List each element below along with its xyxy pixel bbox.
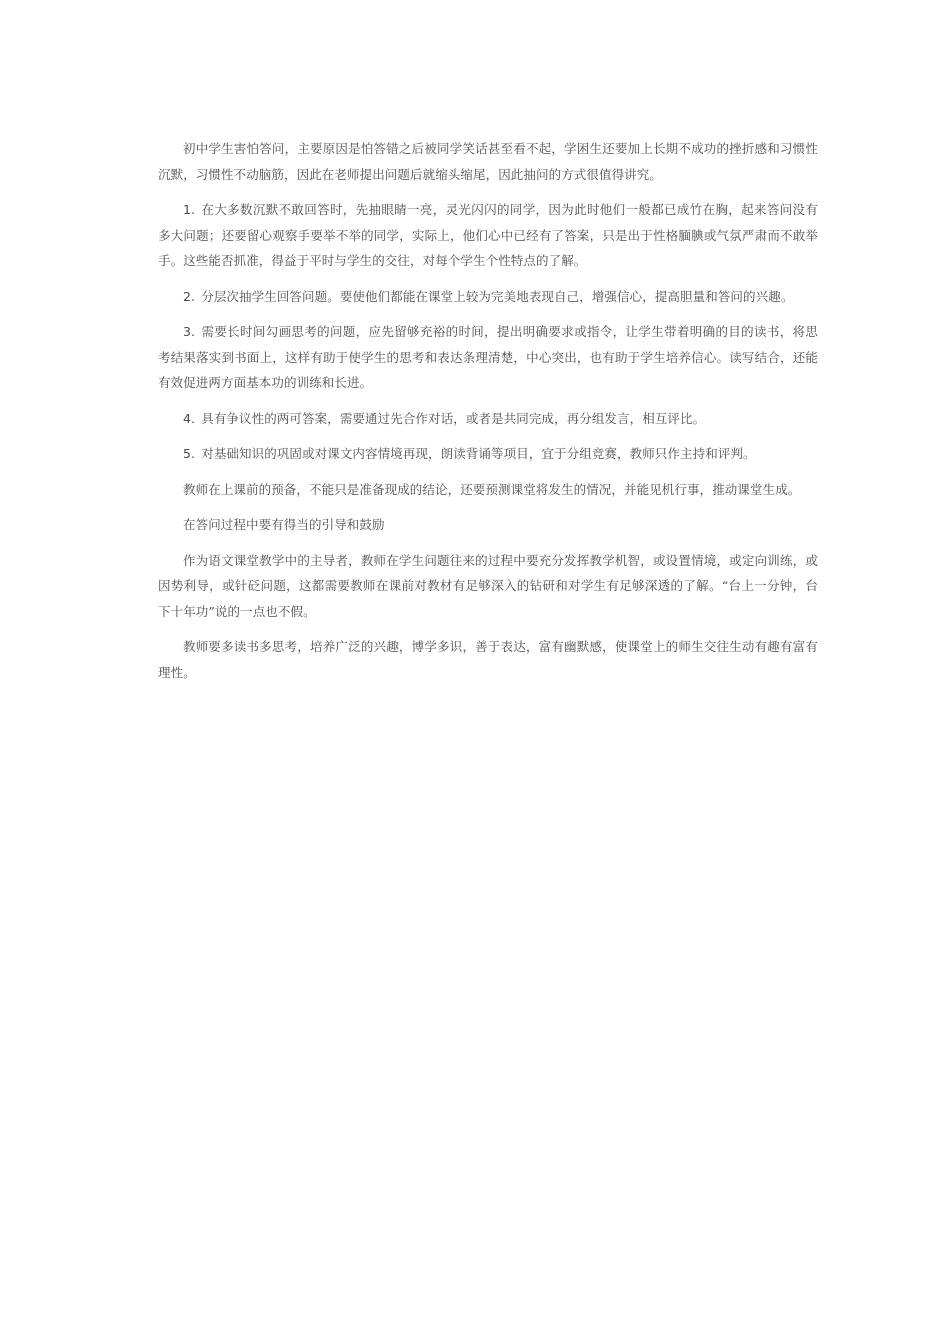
paragraph-text: 在大多数沉默不敢回答时，先抽眼睛一亮，灵光闪闪的同学，因为此时他们一般都已成竹在胸，起来答问没有多大问题；还要留心观察手要举不举的同学，实际上，他们心中已经有了答案，只是出于性格腼腆或气氛严肃而不敢举手。这些能否抓准，得益于平时与学生的交往，对每个学生个性特点的了解。	[158, 202, 818, 268]
item-number: 2.	[183, 288, 196, 304]
list-item-5	[158, 441, 818, 467]
paragraph-text: 教师要多读书多思考，培养广泛的兴趣，博学多识，善于表达，富有幽默感，使课堂上的师生交往生动有趣有富有理性。	[158, 639, 818, 680]
item-number: 5.	[183, 446, 196, 461]
section-heading	[158, 512, 818, 538]
paragraph-text: 对基础知识的巩固或对课文内容情境再现，朗读背诵等项目，宜于分组竞赛，教师只作主持和评判。	[201, 446, 756, 461]
item-number: 3.	[183, 324, 196, 339]
paragraph-preparation	[158, 477, 818, 503]
list-item-2	[158, 284, 818, 310]
list-item-4	[158, 406, 818, 432]
document-body	[158, 136, 818, 695]
paragraph-text: 初中学生害怕答问，主要原因是怕答错之后被同学笑话甚至看不起，学困生还要加上长期不成功的挫折感和习惯性沉默，习惯性不动脑筋，因此在老师提出问题后就缩头缩尾，因此抽问的方式很值得讲究。	[158, 141, 818, 182]
paragraph-intro	[158, 136, 818, 187]
paragraph-reading	[158, 634, 818, 685]
item-number: 4.	[183, 410, 196, 426]
paragraph-text: 作为语文课堂教学中的主导者，教师在学生问题往来的过程中要充分发挥教学机智，或设置情境，或定向训练，或因势利导，或针砭问题，这都需要教师在课前对教材有足够深入的钻研和对学生有足够深透的了解。“台上一分钟，台下十年功”说的一点也不假。	[158, 552, 818, 619]
list-item-1	[158, 197, 818, 274]
item-number: 1.	[183, 202, 196, 217]
paragraph-guidance	[158, 548, 818, 625]
heading-text: 在答问过程中要有得当的引导和鼓励	[183, 517, 385, 532]
paragraph-text: 需要长时间勾画思考的问题，应先留够充裕的时间，提出明确要求或指令，让学生带着明确的目的读书，将思考结果落实到书面上，这样有助于使学生的思考和表达条理清楚，中心突出，也有助于学生培养信心。读写结合，还能有效促进两方面基本功的训练和长进。	[158, 324, 818, 390]
paragraph-text: 教师在上课前的预备，不能只是准备现成的结论，还要预测课堂将发生的情况，并能见机行事，推动课堂生成。	[183, 481, 801, 497]
list-item-3	[158, 319, 818, 396]
paragraph-text: 具有争议性的两可答案，需要通过先合作对话，或者是共同完成，再分组发言，相互评比。	[201, 410, 706, 426]
paragraph-text: 分层次抽学生回答问题。要使他们都能在课堂上较为完美地表现自己，增强信心，提高胆量和答问的兴趣。	[201, 288, 794, 304]
